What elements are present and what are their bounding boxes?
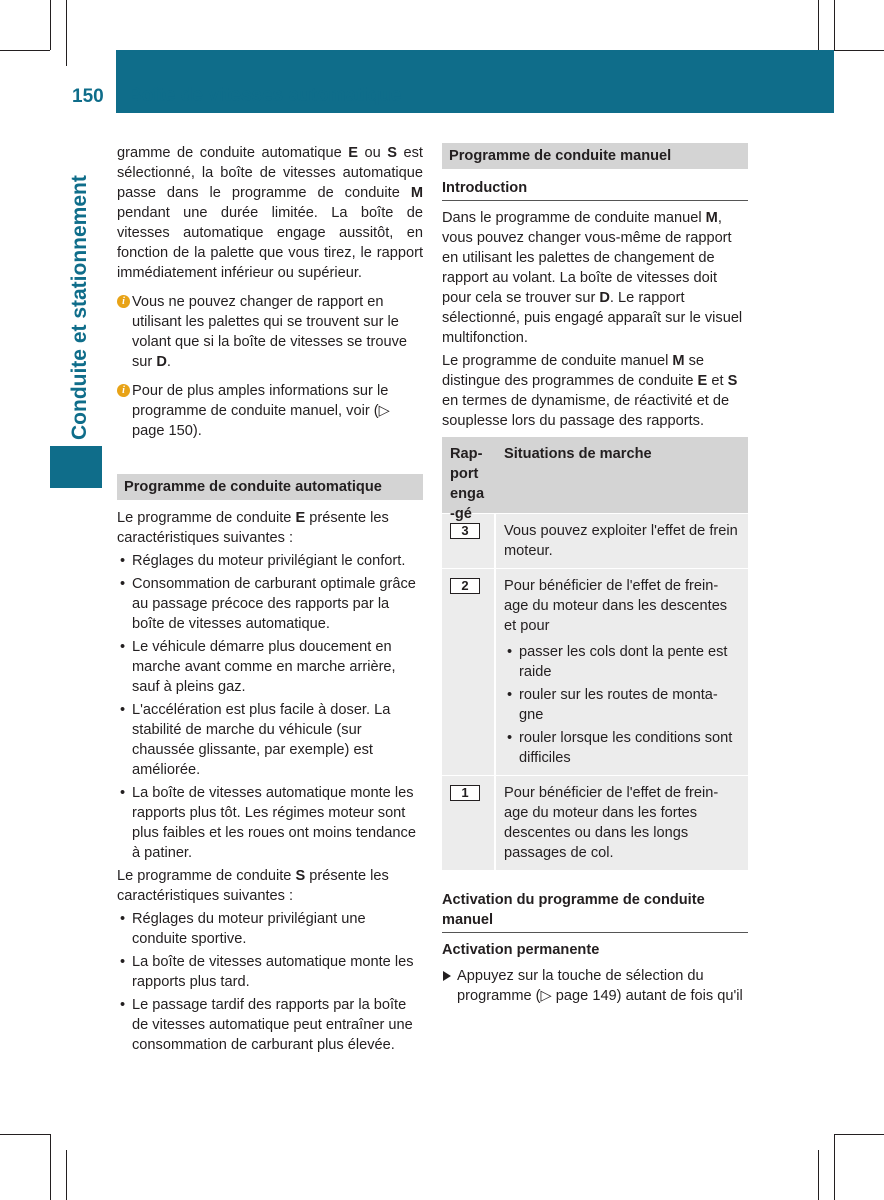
info-icon: i (117, 295, 130, 308)
info-note: i Pour de plus amples informations sur le programme de conduite manuel, voir (▷ page 150). (117, 381, 423, 441)
crop-mark (818, 1150, 819, 1200)
crop-mark (50, 0, 51, 50)
crop-mark (0, 50, 50, 51)
manual-intro-paragraph: Dans le programme de conduite manuel M, vous pouvez changer vous-même de rapport en utilisant les palettes de changement de rapport au volant. La boîte de vitesses doit pour cela se trouver sur D. Le rapport sélectionné, puis engagé apparaît sur le visuel multifonction. (442, 210, 743, 346)
table-row (442, 568, 748, 775)
crop-mark (834, 0, 835, 50)
header-rule (116, 112, 834, 113)
side-title (66, 150, 106, 440)
section-heading-manual: Programme de conduite manuel (442, 143, 748, 169)
gear-2-icon: 2 (450, 578, 480, 594)
page-number: 150 (72, 86, 104, 107)
subheading-permanent: Activation permanente (442, 942, 600, 958)
gear-table (442, 437, 748, 870)
table-cell: Pour bénéficier de l'effet de frein-age du moteur dans les fortes descentes ou dans les longs passages de col. (494, 776, 748, 870)
list-item: • Le passage tardif des rapports par la boîte de vitesses automatique peut entraîner une consommation de carburant plus élevée. (117, 995, 423, 1055)
crop-mark (66, 0, 67, 66)
list-item: • Consommation de carburant optimale grâce au passage précoce des rapports par la boîte de vitesses automatique. (117, 574, 423, 634)
subheading-introduction: Introduction (442, 178, 748, 201)
list-item: • passer les cols dont la pente est raide (504, 642, 740, 682)
side-title-text: Conduite et stationnement (68, 175, 91, 440)
s-intro: Le programme de conduite S présente les caractéristiques suivantes : (117, 868, 389, 904)
list-item: • La boîte de vitesses automatique monte les rapports plus tard. (117, 952, 423, 992)
table-row (442, 513, 748, 568)
crop-mark (50, 1134, 51, 1200)
manual-distinction-paragraph: Le programme de conduite manuel M se distingue des programmes de conduite E et S en termes de dynamisme, de réactivité et de souplesse lors du passage des rapports. (442, 353, 738, 429)
right-column (442, 143, 748, 1006)
crop-mark (834, 1134, 884, 1135)
info-note: i Vous ne pouvez changer de rapport en utilisant les palettes qui se trouvent sur le volant que si la boîte de vitesses se trouve sur D. (117, 292, 423, 372)
section-heading-automatic: Programme de conduite automatique (117, 474, 423, 500)
table-header-situations: Situations de marche (494, 437, 748, 513)
crop-mark (834, 1134, 835, 1200)
crop-mark (0, 1134, 50, 1135)
table-header-gear: Rap-port enga-gé (450, 446, 485, 522)
table-row (442, 775, 748, 870)
page-title: Boîte de vitesses automatique (128, 85, 402, 106)
intro-paragraph: gramme de conduite automatique E ou S est sélectionné, la boîte de vitesses automatique passe dans le programme de conduite M pendant une durée limitée. La boîte de vitesses automatique engage aussitôt, en fonction de la palette que vous tirez, le rapport immédiatement inférieur ou supérieur. (117, 145, 423, 281)
gear-3-icon: 3 (450, 523, 480, 539)
left-column (117, 143, 423, 1055)
crop-mark (66, 1150, 67, 1200)
subheading-activation: Activation du programme de conduite manuel (442, 890, 748, 933)
gear-1-icon: 1 (450, 785, 480, 801)
table-header-row (442, 437, 748, 522)
list-item: • Réglages du moteur privilégiant une conduite sportive. (117, 909, 423, 949)
table-cell: Pour bénéficier de l'effet de frein-age du moteur dans les descentes et pour • passer les cols dont la pente est raide • rouler sur les routes de monta-gne • rouler lorsque les conditions sont difficiles (494, 569, 748, 775)
step-item: Appuyez sur la touche de sélection du programme (▷ page 149) autant de fois qu'il (442, 966, 748, 1006)
list-item: • rouler lorsque les conditions sont difficiles (504, 728, 740, 768)
list-item: • La boîte de vitesses automatique monte les rapports plus tôt. Les régimes moteur sont plus faibles et les roues ont moins tendance à patiner. (117, 783, 423, 863)
e-intro: Le programme de conduite E présente les caractéristiques suivantes : (117, 510, 389, 546)
crop-mark (834, 50, 884, 51)
list-item: • rouler sur les routes de monta-gne (504, 685, 740, 725)
list-item: • L'accélération est plus facile à doser. La stabilité de marche du véhicule (sur chaussée glissante, par exemple) est améliorée. (117, 700, 423, 780)
table-cell: Vous pouvez exploiter l'effet de frein moteur. (494, 514, 748, 568)
side-tab-block (50, 446, 102, 488)
list-item: • Le véhicule démarre plus doucement en marche avant comme en marche arrière, sauf à pleins gaz. (117, 637, 423, 697)
info-icon: i (117, 384, 130, 397)
list-item: • Réglages du moteur privilégiant le confort. (117, 551, 423, 571)
